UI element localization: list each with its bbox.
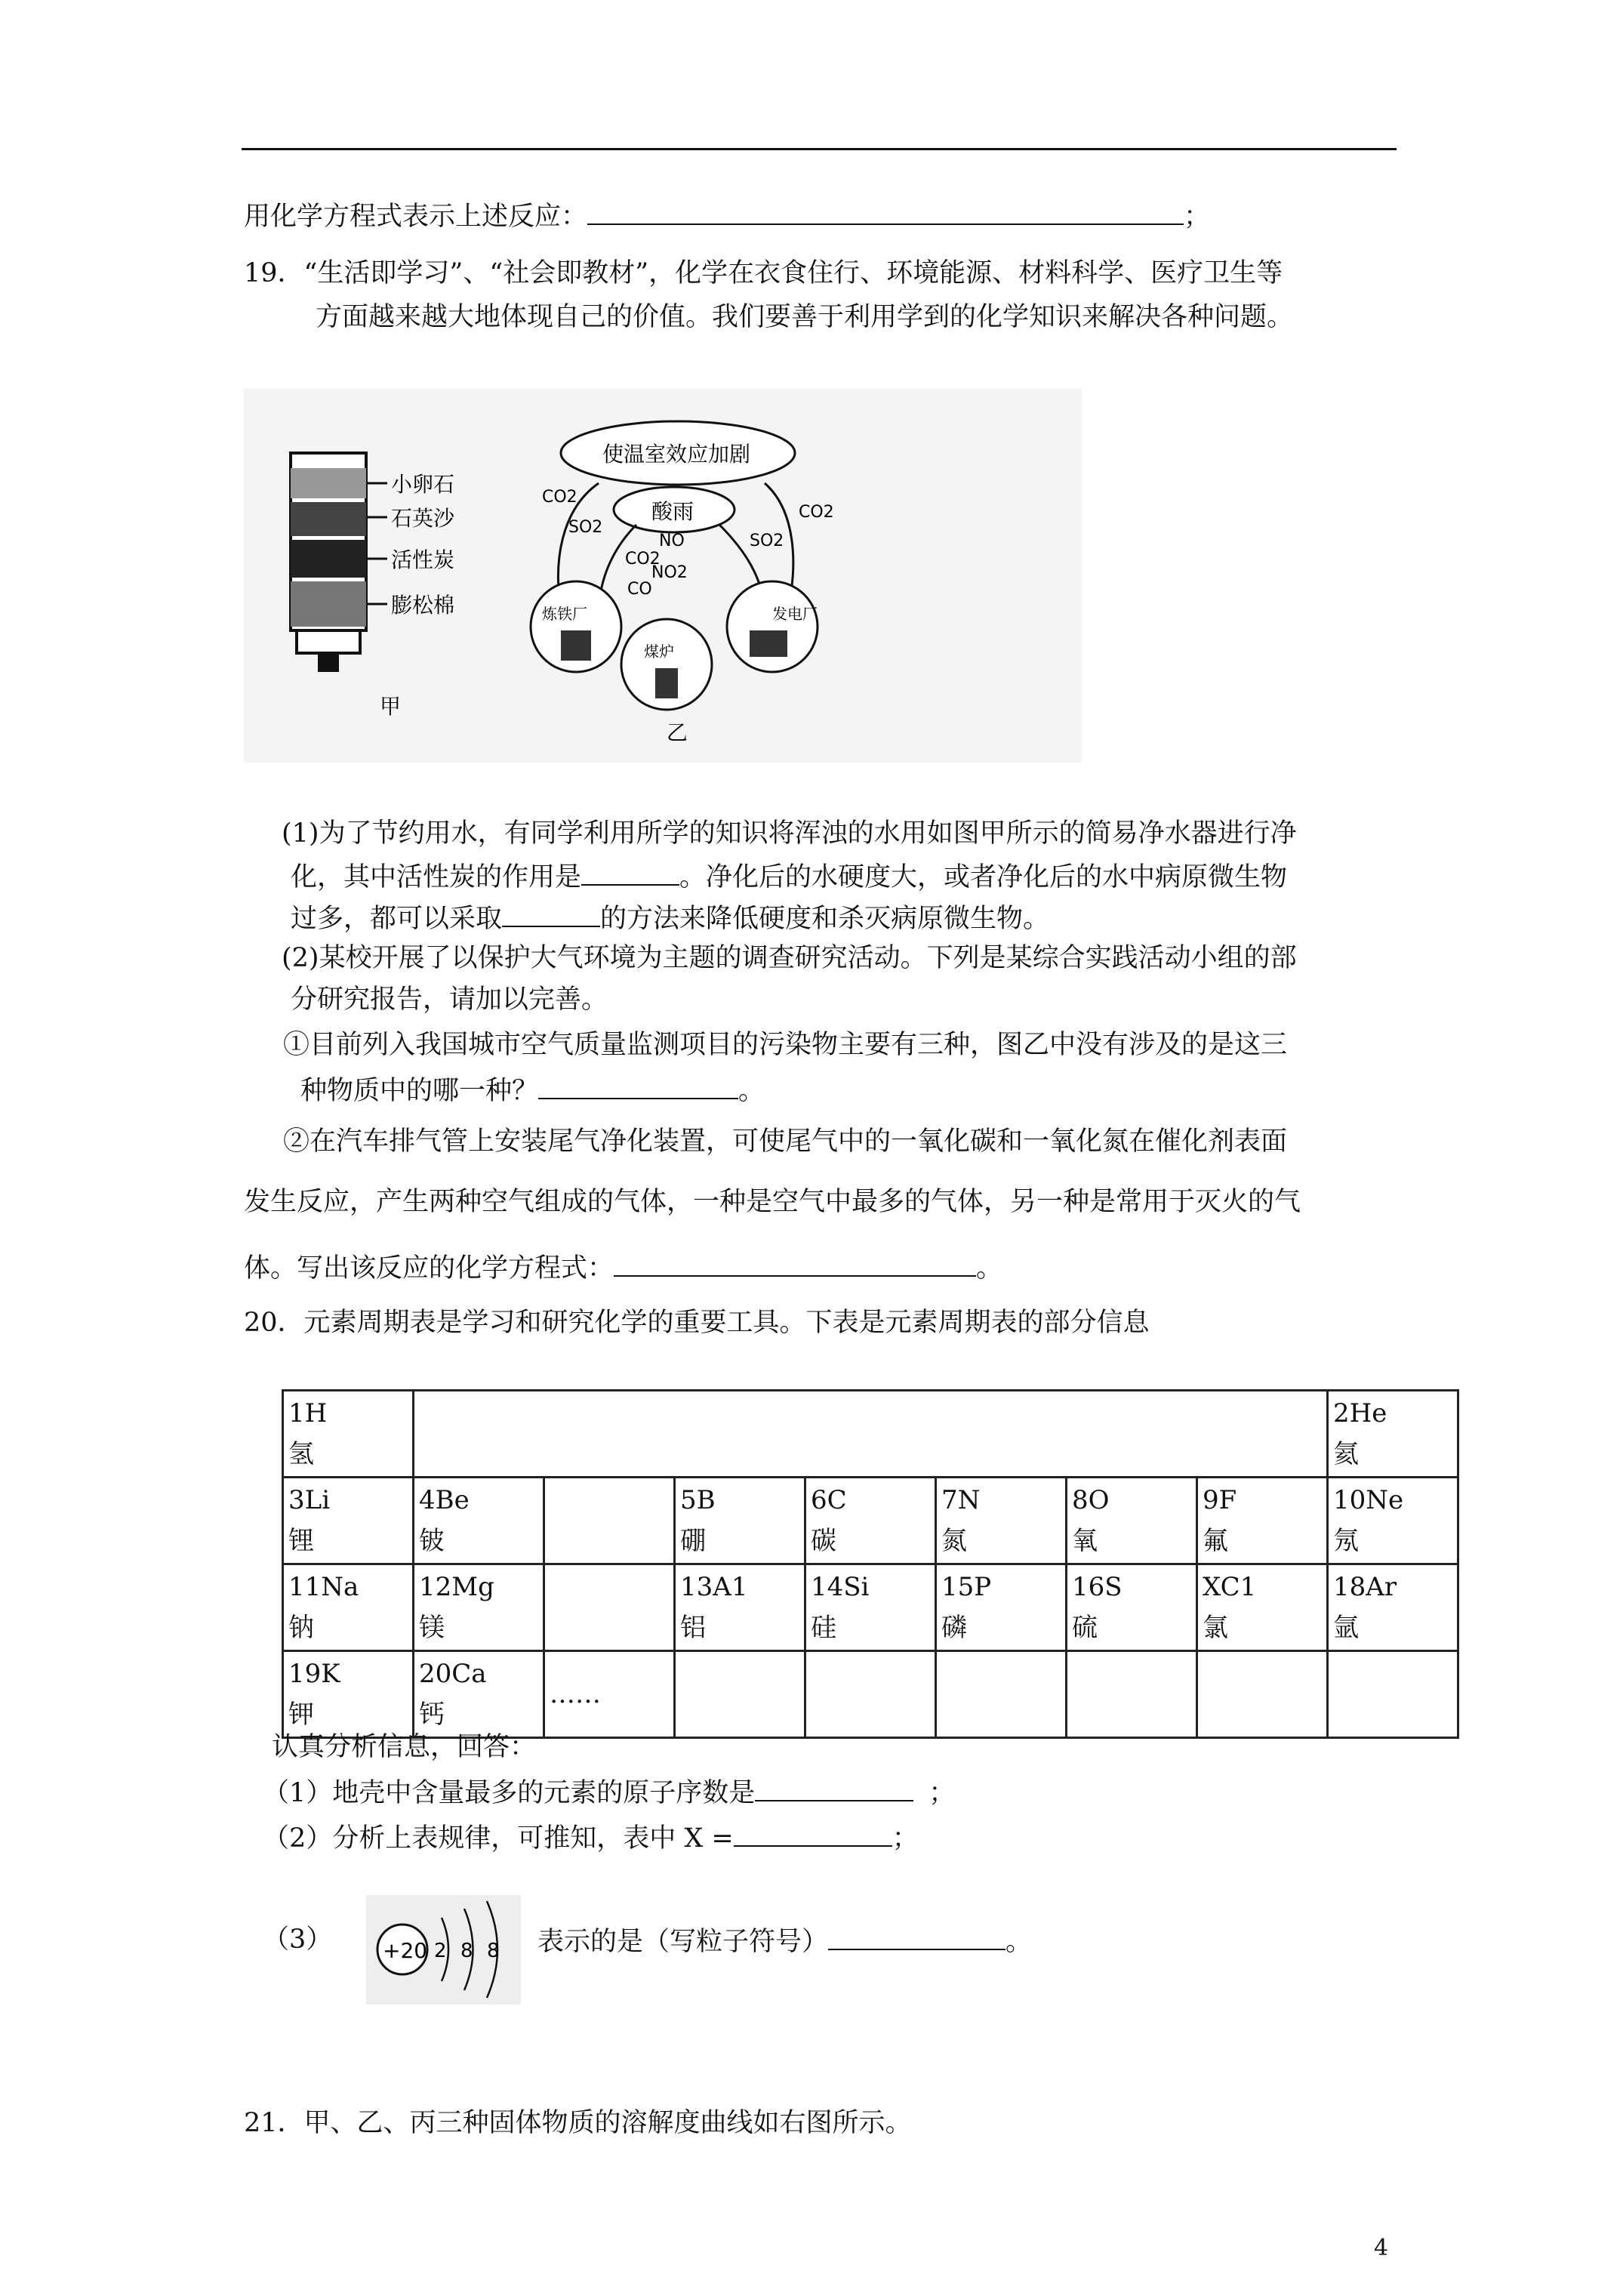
element-name: 氦: [1333, 1439, 1359, 1469]
element-symbol: 5B: [680, 1485, 716, 1515]
label-stove: 煤炉: [644, 643, 674, 661]
header-rule: [242, 148, 1397, 150]
label-pebbles: 小卵石: [391, 472, 455, 497]
element-symbol: 11Na: [288, 1572, 359, 1602]
element-name: 钠: [288, 1613, 314, 1643]
element-symbol: 13A1: [680, 1572, 748, 1602]
element-name: 碳: [811, 1526, 836, 1556]
air-pollution-diagram: [531, 421, 834, 745]
element-name: 锂: [288, 1526, 314, 1556]
shell-2-electrons: 8: [460, 1940, 473, 1962]
q19-figure: [244, 389, 1082, 763]
element-name: 钙: [419, 1700, 445, 1730]
element-name: 氟: [1203, 1526, 1228, 1556]
table-cell: [1197, 1478, 1328, 1564]
q21-intro: 21．甲、乙、丙三种固体物质的溶解度曲线如右图所示。: [244, 2108, 912, 2138]
equation-prompt: 用化学方程式表示上述反应： ；: [244, 198, 1210, 233]
table-row: [283, 1478, 1458, 1564]
element-symbol: XC1: [1203, 1572, 1257, 1602]
element-symbol: 2He: [1333, 1398, 1387, 1428]
shell-1-electrons: 2: [434, 1940, 447, 1962]
element-name: 氢: [288, 1439, 314, 1469]
table-cell: [675, 1651, 805, 1738]
element-symbol: 4Be: [419, 1485, 470, 1515]
table-cell: [1067, 1478, 1197, 1564]
q20-answer2: [263, 1820, 919, 1855]
answer-blank: [587, 198, 1184, 225]
element-symbol: 1H: [288, 1398, 328, 1428]
table-cell: [805, 1478, 936, 1564]
table-cell: [1328, 1564, 1458, 1651]
element-name: 硅: [811, 1613, 836, 1643]
label-greenhouse: 使温室效应加剧: [602, 442, 751, 467]
equation-prompt-text: 用化学方程式表示上述反应：: [244, 202, 588, 232]
element-name: 铍: [419, 1526, 445, 1556]
q20-answer1-text: （1）地壳中含量最多的元素的原子序数是: [263, 1778, 756, 1808]
table-cell: [544, 1651, 675, 1738]
q19-sub1-line2: [300, 1072, 765, 1108]
element-symbol: 8O: [1072, 1485, 1110, 1515]
table-cell: [1197, 1564, 1328, 1651]
table-cell: [936, 1651, 1067, 1738]
table-cell: [675, 1564, 805, 1651]
table-row: [283, 1391, 1458, 1478]
element-name: 硫: [1072, 1613, 1098, 1643]
q19-sub2-line3-b: 。: [976, 1253, 1003, 1284]
answer-blank: [614, 1250, 976, 1277]
element-symbol: 18Ar: [1333, 1572, 1397, 1602]
q19-sub2-line3: [244, 1250, 1002, 1285]
q20-answer3-label: （3）: [263, 1925, 333, 1955]
label-acid-rain: 酸雨: [651, 499, 694, 524]
q20-after: 认真分析信息，回答：: [272, 1732, 537, 1762]
table-cell: [805, 1651, 936, 1738]
atom-structure-svg: [366, 1895, 521, 2005]
q19-sub1-line2-a: 种物质中的哪一种？: [300, 1076, 539, 1106]
table-cell: [1067, 1564, 1197, 1651]
element-name: 铝: [680, 1613, 706, 1643]
q20-answer1: [263, 1774, 955, 1810]
table-row: [283, 1651, 1458, 1738]
element-name: 氩: [1333, 1613, 1359, 1643]
table-cell: [936, 1478, 1067, 1564]
element-name: 镁: [419, 1613, 445, 1643]
table-cell: [414, 1564, 544, 1651]
label-co: CO: [627, 580, 652, 599]
table-cell: [1328, 1391, 1458, 1478]
element-symbol: 10Ne: [1333, 1485, 1404, 1515]
label-no: NO: [659, 532, 685, 550]
q19-part2-line1: (2)某校开展了以保护大气环境为主题的调查研究活动。下列是某综合实践活动小组的部: [282, 943, 1297, 973]
label-so2-right: SO2: [750, 532, 784, 550]
q19-part1-line3: [291, 900, 1049, 935]
label-power-plant: 发电厂: [772, 605, 818, 623]
element-symbol: ……: [550, 1679, 601, 1709]
q20-answer3: [537, 1923, 1032, 1959]
q20-answer2-end: ；: [892, 1823, 919, 1854]
table-cell: [1328, 1478, 1458, 1564]
table-cell-empty: [414, 1391, 1328, 1478]
element-symbol: 20Ca: [419, 1659, 487, 1689]
label-so2-left: SO2: [568, 518, 603, 537]
answer-blank: [828, 1923, 1006, 1950]
label-cotton: 膨松棉: [391, 593, 455, 618]
table-cell: [414, 1651, 544, 1738]
answer-blank: [538, 1072, 738, 1099]
q19-sub1-line1: ①目前列入我国城市空气质量监测项目的污染物主要有三种，图乙中没有涉及的是这三: [283, 1030, 1288, 1060]
q19-part2-line2: 分研究报告，请加以完善。: [291, 985, 608, 1015]
q20-answer1-end: ；: [929, 1778, 956, 1808]
table-cell: [283, 1564, 414, 1651]
atom-nucleus: +20: [383, 1938, 428, 1963]
element-symbol: 19K: [288, 1659, 340, 1689]
element-name: 氧: [1072, 1526, 1098, 1556]
atom-structure-diagram: [366, 1895, 521, 2005]
table-cell: [1067, 1651, 1197, 1738]
caption-jia: 甲: [380, 694, 402, 719]
element-name: 氮: [941, 1526, 967, 1556]
table-cell: [1197, 1651, 1328, 1738]
q19-sub1-line2-b: 。: [738, 1076, 765, 1106]
element-symbol: 6C: [811, 1485, 847, 1515]
q20-answer3-text: 表示的是（写粒子符号）: [537, 1927, 829, 1957]
q19-part1-line2-a: 化，其中活性炭的作用是: [291, 862, 582, 892]
element-name: 硼: [680, 1526, 706, 1556]
element-symbol: 15P: [941, 1572, 992, 1602]
label-quartz-sand: 石英沙: [391, 506, 455, 531]
element-symbol: 14Si: [811, 1572, 870, 1602]
q19-part1-line1: (1)为了节约用水，有同学利用所学的知识将浑浊的水用如图甲所示的简易净水器进行净: [282, 818, 1297, 849]
label-co2-left: CO2: [542, 488, 577, 507]
q19-part1-line3-b: 的方法来降低硬度和杀灭病原微生物。: [600, 904, 1050, 934]
element-name: 氖: [1333, 1526, 1359, 1556]
element-symbol: 7N: [941, 1485, 981, 1515]
q20-answer2-text: （2）分析上表规律，可推知，表中 X =: [263, 1823, 734, 1854]
q19-sub2-line2: 发生反应，产生两种空气组成的气体，一种是空气中最多的气体，另一种是常用于灭火的气: [244, 1187, 1301, 1217]
label-co2-mid: CO2: [625, 550, 661, 569]
q19-intro-line2: 方面越来越大地体现自己的价值。我们要善于利用学到的化学知识来解决各种问题。: [316, 302, 1294, 332]
table-cell: [675, 1478, 805, 1564]
label-iron-plant: 炼铁厂: [542, 605, 587, 623]
q20-intro: 20．元素周期表是学习和研究化学的重要工具。下表是元素周期表的部分信息: [244, 1308, 1150, 1338]
q19-intro-line1: 19．“生活即学习”、“社会即教材”，化学在衣食住行、环境能源、材料科学、医疗卫生等: [244, 258, 1283, 288]
water-filter-diagram: [291, 453, 455, 719]
element-name: 氯: [1203, 1613, 1228, 1643]
answer-blank: [755, 1774, 913, 1801]
q19-sub2-line1: ②在汽车排气管上安装尾气净化装置，可使尾气中的一氧化碳和一氧化氮在催化剂表面: [283, 1126, 1288, 1157]
answer-blank: [734, 1820, 892, 1847]
table-cell: [1328, 1651, 1458, 1738]
table-cell: [414, 1478, 544, 1564]
table-cell: [936, 1564, 1067, 1651]
label-co2-right: CO2: [799, 503, 834, 522]
table-cell: [805, 1564, 936, 1651]
label-activated-carbon: 活性炭: [391, 547, 455, 572]
q19-part1-line2: [291, 858, 1287, 894]
element-name: 钾: [288, 1700, 314, 1730]
q19-part1-line2-b: 。净化后的水硬度大，或者净化后的水中病原微生物: [679, 862, 1288, 892]
q19-figure-svg: [244, 389, 1082, 763]
element-symbol: 9F: [1203, 1485, 1237, 1515]
answer-blank: [502, 900, 600, 927]
element-symbol: 16S: [1072, 1572, 1123, 1602]
element-symbol: 12Mg: [419, 1572, 494, 1602]
table-cell: [283, 1391, 414, 1478]
q19-part1-line3-a: 过多，都可以采取: [291, 904, 503, 934]
element-symbol: 3Li: [288, 1485, 331, 1515]
table-cell: [283, 1478, 414, 1564]
answer-blank: [581, 858, 679, 886]
q20-answer3-end: 。: [1006, 1927, 1033, 1957]
periodic-table: [282, 1389, 1459, 1739]
q19-sub2-line3-a: 体。写出该反应的化学方程式：: [244, 1253, 614, 1284]
table-cell: [544, 1478, 675, 1564]
table-row: [283, 1564, 1458, 1651]
page-number: 4: [1374, 2235, 1389, 2261]
table-cell: [544, 1564, 675, 1651]
shell-3-electrons: 8: [487, 1940, 500, 1962]
element-name: 磷: [941, 1613, 967, 1643]
label-no2: NO2: [651, 563, 688, 582]
caption-yi: 乙: [667, 720, 688, 745]
table-cell: [283, 1651, 414, 1738]
